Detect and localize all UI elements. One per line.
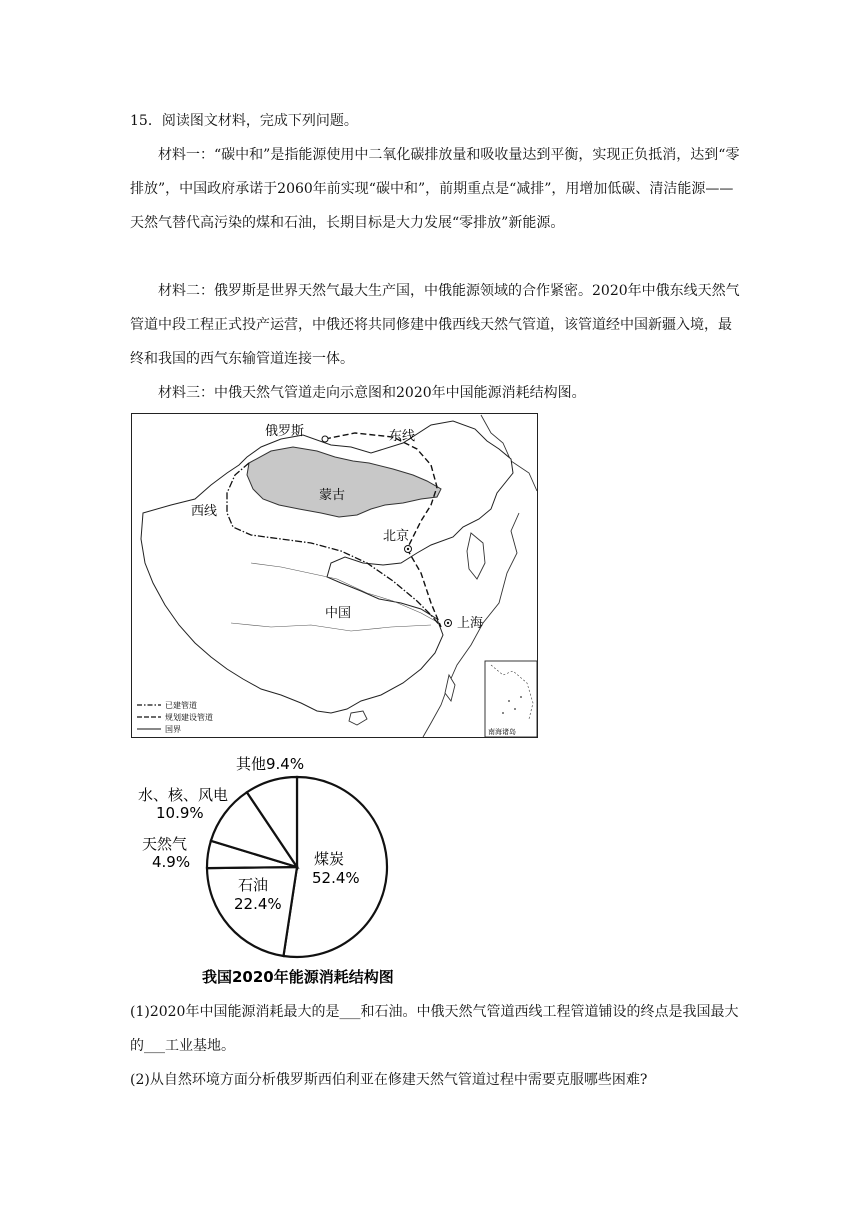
pie-title: 我国2020年能源消耗结构图 (202, 968, 394, 986)
slice-label-other: 其他9.4% (236, 755, 305, 773)
south-sea-inset (485, 661, 537, 737)
material-three: 材料三：中俄天然气管道走向示意图和2020年中国能源消耗结构图。 (158, 385, 586, 401)
pipeline-map (131, 413, 538, 738)
shanghai-dot (447, 622, 449, 624)
legend-border-label: 国界 (165, 725, 181, 734)
material-two: 材料二：俄罗斯是世界天然气最大生产国，中俄能源领域的合作紧密。2020年中俄东线天然气管道中段工程正式投产运营，中俄还将共同修建中俄西线天然气管道，该管道经中国新疆入境，最终和我国的西气东输管道连接一体。 (130, 283, 740, 367)
slice-label-oil-name: 石油 (238, 876, 269, 894)
slice-label-oil-value: 22.4% (234, 895, 282, 913)
pipeline-map-svg (131, 413, 538, 738)
slice-label-coal-name: 煤炭 (314, 850, 345, 868)
slice-label-gas-name: 天然气 (142, 835, 188, 853)
beijing-label: 北京 (383, 529, 410, 544)
material-one: 材料一：“碳中和”是指能源使用中二氧化碳排放量和吸收量达到平衡，实现正负抵消，达到“零排放”，中国政府承诺于2060年前实现“碳中和”，前期重点是“减排”，用增加低碳、清洁能源——天然气替代高污染的煤和石油，长期目标是大力发展“零排放”新能源。 (130, 147, 740, 231)
pie-slices (207, 777, 387, 957)
question-intro: 15．阅读图文材料，完成下列问题。 (130, 113, 358, 129)
slice-label-hydro-value: 10.9% (156, 804, 204, 822)
sub-question-2: (2)从自然环境方面分析俄罗斯西伯利亚在修建天然气管道过程中需要克服哪些困难? (130, 1072, 648, 1088)
inset-label: 南海诸岛 (488, 728, 516, 736)
east-line-label: 东线 (389, 429, 416, 444)
slice-label-hydro-name: 水、核、风电 (138, 786, 229, 804)
legend-planned-label: 规划建设管道 (165, 713, 213, 722)
slice-label-gas-value: 4.9% (152, 853, 191, 871)
energy-pie-chart (130, 745, 450, 990)
beijing-dot (407, 548, 409, 550)
mongolia-label: 蒙古 (319, 488, 346, 503)
shanghai-label: 上海 (457, 616, 484, 631)
west-line-label: 西线 (191, 504, 218, 519)
russia-label: 俄罗斯 (265, 424, 305, 439)
sub-question-1: (1)2020年中国能源消耗最大的是___和石油。中俄天然气管道西线工程管道铺设的终点是我国最大的___工业基地。 (130, 1004, 739, 1054)
energy-pie-svg (130, 745, 450, 990)
legend-built-label: 已建管道 (165, 701, 197, 710)
slice-label-coal-value: 52.4% (312, 869, 360, 887)
china-label: 中国 (325, 606, 352, 621)
russia-start-point (322, 436, 328, 442)
